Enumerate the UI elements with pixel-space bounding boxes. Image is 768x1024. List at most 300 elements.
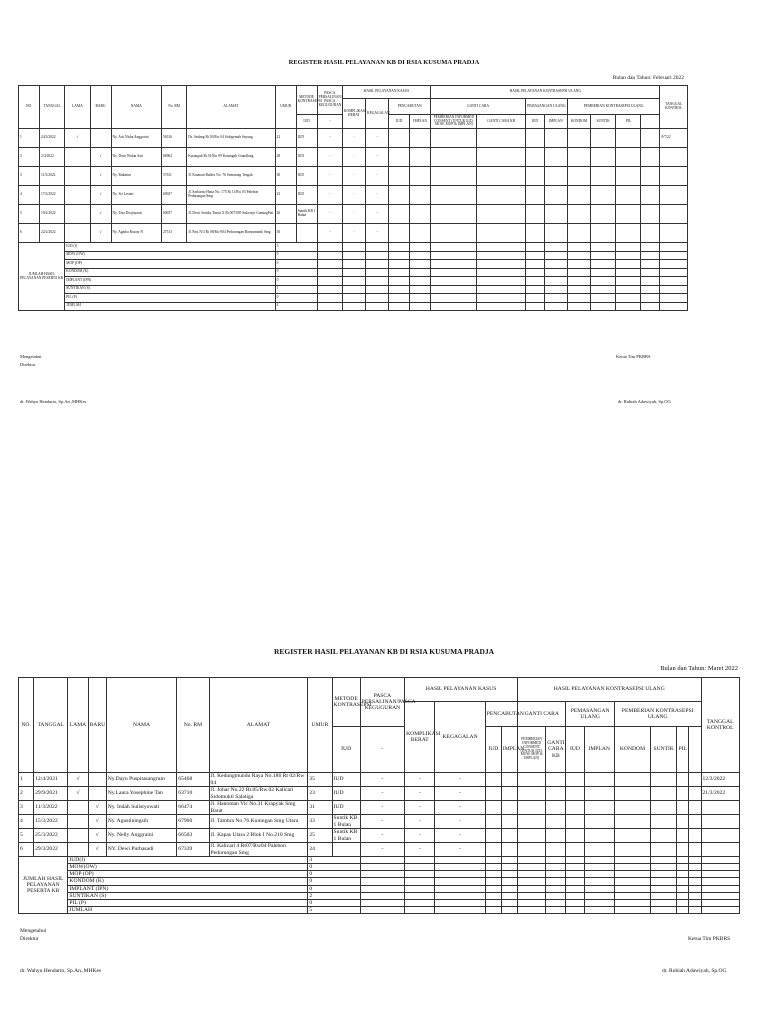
cell-pasca: -: [317, 129, 342, 148]
cell-umur: 23: [308, 787, 332, 801]
cell-pasca: -: [360, 787, 404, 801]
table-row: [19, 815, 740, 829]
header-pencabutan: PENCABUTAN: [389, 99, 431, 115]
cell-empty: [317, 251, 342, 260]
cell-empty: [584, 857, 614, 864]
cell-tanggal-kontrol: [660, 224, 688, 243]
cell-empty: [641, 268, 660, 277]
cell-empty: [616, 186, 641, 205]
cell-empty: [525, 129, 544, 148]
header-ganti-cara: GANTI CARA: [431, 99, 526, 115]
cell-empty: [567, 277, 590, 286]
summary-label: SUNTIKAN (S): [68, 892, 308, 899]
cell-empty: [641, 294, 660, 303]
cell-empty: [591, 224, 616, 243]
table-row: [19, 224, 688, 243]
cell-empty: [317, 268, 342, 277]
cell-pasca: -: [360, 815, 404, 829]
cell-empty: [410, 243, 431, 252]
summary-row: [19, 871, 740, 878]
header-blank: [689, 727, 701, 773]
cell-nama: Ny. Tina Dwijayanti: [111, 205, 161, 224]
cell-empty: [435, 899, 485, 906]
cell-umur: 25: [308, 829, 332, 843]
summary-row: [19, 906, 740, 913]
cell-empty: [660, 302, 688, 311]
summary-value: 3: [308, 857, 360, 864]
cell-pasca: -: [317, 148, 342, 167]
table-header: [19, 678, 740, 773]
cell-empty: [501, 878, 517, 885]
cell-empty: [546, 906, 566, 913]
cell-empty: [544, 268, 567, 277]
register-table: [18, 85, 688, 311]
cell-empty: [614, 864, 650, 871]
summary-label: IUD(I): [68, 857, 308, 864]
header-suntik: SUNTIK: [651, 727, 677, 773]
cell-norm: 65468: [177, 773, 209, 787]
cell-empty: [410, 129, 431, 148]
header-pasca: PASCA PERSALINAN/ PASCA KEGUGURAN: [317, 86, 342, 115]
cell-empty: [525, 224, 544, 243]
header-kegagalan: KEGAGALAN: [435, 702, 485, 773]
summary-label: IUD (I): [65, 243, 275, 252]
cell-empty: [518, 829, 546, 843]
cell-baru: √: [90, 186, 111, 205]
cell-empty: [544, 224, 567, 243]
cell-empty: [614, 906, 650, 913]
cell-empty: [485, 857, 501, 864]
cell-no: 1: [19, 129, 40, 148]
cell-empty: [525, 186, 544, 205]
cell-empty: [477, 285, 525, 294]
summary-value: 4: [275, 302, 317, 311]
cell-tanggal-kontrol: 12/3/2022: [701, 773, 740, 787]
cell-tanggal: 24/3/2022: [40, 129, 65, 148]
ketua-label: Ketua Tim PKBRS: [616, 354, 651, 359]
summary-row: [19, 285, 688, 294]
cell-empty: [584, 871, 614, 878]
cell-empty: [566, 857, 584, 864]
cell-empty: [525, 268, 544, 277]
cell-empty: [342, 302, 365, 311]
cell-empty: [689, 815, 701, 829]
cell-empty: [317, 260, 342, 269]
cell-empty: [584, 829, 614, 843]
cell-empty: [546, 857, 566, 864]
header-pencabutan-iud: IUD: [485, 727, 501, 773]
cell-empty: [701, 906, 740, 913]
cell-empty: [689, 773, 701, 787]
cell-empty: [485, 773, 501, 787]
cell-lama: √: [68, 787, 88, 801]
cell-empty: [366, 294, 389, 303]
header-kondom: KONDOM: [614, 727, 650, 773]
cell-tanggal-kontrol: [660, 148, 688, 167]
cell-nama: Ny. Sri Lestari: [111, 186, 161, 205]
cell-empty: [501, 843, 517, 857]
header-kegagalan: KEGAGALAN: [366, 99, 389, 129]
cell-empty: [477, 167, 525, 186]
cell-tanggal: 15/3/2022: [34, 815, 68, 829]
header-pil: PIL: [677, 727, 689, 773]
cell-empty: [477, 260, 525, 269]
cell-empty: [566, 871, 584, 878]
header-alamat: ALAMAT: [209, 678, 308, 773]
page-title: REGISTER HASIL PELAYANAN KB DI RSIA KUSUMA PRADJA: [273, 647, 495, 656]
cell-empty: [317, 277, 342, 286]
cell-empty: [435, 878, 485, 885]
cell-empty: [677, 885, 689, 892]
cell-empty: [651, 906, 677, 913]
cell-empty: [677, 857, 689, 864]
summary-row: [19, 277, 688, 286]
header-umur: UMUR: [275, 86, 296, 129]
cell-empty: [501, 801, 517, 815]
cell-baru: √: [90, 148, 111, 167]
summary-row: [19, 857, 740, 864]
cell-empty: [525, 205, 544, 224]
cell-empty: [567, 268, 590, 277]
header-no: NO.: [19, 678, 34, 773]
cell-tanggal: 19/2/2022: [40, 205, 65, 224]
cell-empty: [677, 815, 689, 829]
cell-empty: [616, 294, 641, 303]
cell-empty: [525, 260, 544, 269]
cell-empty: [518, 878, 546, 885]
cell-metode: IUD: [332, 801, 360, 815]
cell-empty: [431, 294, 477, 303]
cell-empty: [641, 186, 660, 205]
cell-pasca: -: [360, 801, 404, 815]
cell-lama: [65, 186, 90, 205]
cell-empty: [546, 864, 566, 871]
cell-metode: IUD: [332, 773, 360, 787]
cell-empty: [431, 268, 477, 277]
cell-metode: Suntik KB 1 Bulan: [332, 815, 360, 829]
cell-empty: [410, 260, 431, 269]
table-row: [19, 129, 688, 148]
cell-empty: [410, 294, 431, 303]
cell-empty: [544, 205, 567, 224]
cell-no: 1: [19, 773, 34, 787]
cell-tanggal: 12/4/2021: [34, 773, 68, 787]
cell-tanggal-kontrol: [660, 186, 688, 205]
cell-empty: [544, 243, 567, 252]
summary-value: 1: [275, 285, 317, 294]
header-no: NO.: [19, 86, 40, 129]
cell-empty: [584, 878, 614, 885]
cell-empty: [584, 801, 614, 815]
header-pemberian: PEMBERIAN KONTRASEPSI ULANG: [614, 702, 701, 727]
cell-no: 6: [19, 843, 34, 857]
summary-label: SUNTIKAN (S): [65, 285, 275, 294]
cell-empty: [566, 899, 584, 906]
cell-empty: [544, 129, 567, 148]
cell-empty: [366, 243, 389, 252]
cell-empty: [651, 787, 677, 801]
cell-empty: [525, 285, 544, 294]
cell-empty: [342, 243, 365, 252]
cell-empty: [518, 815, 546, 829]
cell-empty: [525, 243, 544, 252]
page-title: REGISTER HASIL PELAYANAN KB DI RSIA KUSUMA PRADJA: [288, 59, 480, 66]
cell-umur: 26: [275, 205, 296, 224]
cell-empty: [567, 148, 590, 167]
cell-alamat: Jl. Kapas Utara 2 Blok I No.210 Smg: [209, 829, 308, 843]
cell-empty: [501, 871, 517, 878]
header-pencabutan: PENCABUTAN: [485, 702, 517, 727]
cell-alamat: Jl. Hanoman Vic No.31 Krapyak Smg Barat: [209, 801, 308, 815]
cell-empty: [431, 277, 477, 286]
summary-label: MOP (OP): [68, 871, 308, 878]
cell-empty: [591, 186, 616, 205]
cell-lama: [68, 829, 88, 843]
cell-empty: [614, 829, 650, 843]
cell-empty: [544, 302, 567, 311]
cell-tanggal: 22/2/2022: [40, 224, 65, 243]
cell-empty: [651, 773, 677, 787]
cell-empty: [525, 251, 544, 260]
summary-row: [19, 294, 688, 303]
cell-empty: [501, 899, 517, 906]
cell-pasca: -: [317, 186, 342, 205]
signatory-left: dr. Wahyu Hendarto, Sp.An.,MHKes: [20, 968, 102, 974]
cell-empty: [651, 892, 677, 899]
cell-no: 6: [19, 224, 40, 243]
header-baru: BARU: [88, 678, 106, 773]
cell-empty: [689, 787, 701, 801]
cell-empty: [584, 815, 614, 829]
cell-empty: [317, 243, 342, 252]
register-table: [18, 677, 740, 914]
cell-nama: Ny.Dayu Puspitasangrum: [106, 773, 177, 787]
cell-empty: [477, 186, 525, 205]
cell-nama: Ny. Agustiningsih: [106, 815, 177, 829]
header-pemasangan-iud: IUD: [525, 115, 544, 129]
cell-alamat: Jl. Sarkarno Hatta No. 175 Rt 11/Rw 03 Palebon Pedurungan Smg: [187, 186, 275, 205]
cell-empty: [485, 843, 501, 857]
cell-empty: [677, 871, 689, 878]
cell-pasca: -: [317, 224, 342, 243]
cell-norm: 67339: [177, 843, 209, 857]
cell-empty: [651, 871, 677, 878]
cell-tanggal: 17/2/2022: [40, 186, 65, 205]
cell-empty: [566, 787, 584, 801]
cell-pasca: -: [317, 167, 342, 186]
cell-empty: [544, 260, 567, 269]
cell-empty: [614, 787, 650, 801]
cell-lama: √: [65, 129, 90, 148]
ketua-label: Ketua Tim PKBRS: [688, 936, 731, 942]
cell-empty: [641, 148, 660, 167]
cell-empty: [389, 224, 410, 243]
cell-tanggal-kontrol: 8/7/22: [660, 129, 688, 148]
cell-empty: [366, 260, 389, 269]
cell-empty: [641, 129, 660, 148]
cell-baru: √: [90, 167, 111, 186]
cell-empty: [616, 277, 641, 286]
cell-empty: [689, 843, 701, 857]
cell-komplikasi: -: [405, 829, 435, 843]
table-body: [19, 773, 740, 914]
cell-norm: 63710: [177, 787, 209, 801]
cell-alamat: Jl. Pasi N/3 Rt 08/Rw 004 Pedurungan Banyumanik Smg: [187, 224, 275, 243]
cell-empty: [689, 871, 701, 878]
cell-empty: [591, 294, 616, 303]
cell-tanggal-kontrol: [660, 167, 688, 186]
cell-empty: [660, 294, 688, 303]
cell-empty: [389, 302, 410, 311]
cell-empty: [518, 864, 546, 871]
cell-kegagalan: -: [366, 167, 389, 186]
cell-lama: [65, 224, 90, 243]
cell-empty: [342, 268, 365, 277]
cell-empty: [689, 906, 701, 913]
cell-baru: √: [90, 205, 111, 224]
cell-empty: [567, 224, 590, 243]
cell-empty: [525, 302, 544, 311]
cell-empty: [431, 186, 477, 205]
cell-empty: [616, 285, 641, 294]
cell-empty: [591, 129, 616, 148]
cell-empty: [566, 773, 584, 787]
cell-empty: [485, 878, 501, 885]
cell-komplikasi: -: [342, 167, 365, 186]
cell-pasca: -: [360, 843, 404, 857]
cell-alamat: Ds. Sedang Rt 03/Rw 04 Sidogemah Sayung: [187, 129, 275, 148]
summary-label: JUMLAH: [65, 302, 275, 311]
cell-empty: [546, 878, 566, 885]
header-metode-iud: IUD: [296, 115, 317, 129]
cell-empty: [360, 857, 404, 864]
cell-empty: [546, 815, 566, 829]
cell-empty: [485, 906, 501, 913]
cell-empty: [614, 857, 650, 864]
cell-lama: [65, 167, 90, 186]
cell-metode: [332, 843, 360, 857]
cell-empty: [689, 899, 701, 906]
cell-empty: [477, 205, 525, 224]
table-row: [19, 787, 740, 801]
cell-alamat: Jl. Kauman Baldes No. 76 Semarang Tengah: [187, 167, 275, 186]
mengetahui-label: Mengetahui: [20, 928, 47, 934]
signatory-right: dr. Rubiah Adawiyah, Sp.OG: [618, 399, 671, 404]
cell-empty: [641, 167, 660, 186]
cell-empty: [544, 277, 567, 286]
cell-norm: 60037: [162, 205, 187, 224]
cell-no: 5: [19, 829, 34, 843]
cell-empty: [567, 167, 590, 186]
cell-empty: [485, 801, 501, 815]
cell-empty: [614, 878, 650, 885]
cell-empty: [567, 205, 590, 224]
cell-tanggal: 11/3/2022: [40, 167, 65, 186]
direktur-label: Direktur: [20, 362, 36, 367]
cell-empty: [701, 864, 740, 871]
cell-baru: [90, 129, 111, 148]
cell-empty: [360, 892, 404, 899]
summary-value: 0: [308, 871, 360, 878]
summary-value: 0: [275, 268, 317, 277]
cell-empty: [435, 871, 485, 878]
cell-empty: [342, 285, 365, 294]
cell-empty: [701, 899, 740, 906]
header-kondom: KONDOM: [567, 115, 590, 129]
cell-empty: [410, 251, 431, 260]
cell-komplikasi: -: [405, 843, 435, 857]
cell-tanggal: 25/3/2022: [34, 829, 68, 843]
cell-empty: [431, 302, 477, 311]
header-pil: PIL: [616, 115, 641, 129]
cell-metode: [296, 224, 317, 243]
cell-tanggal: 2/3/2022: [40, 148, 65, 167]
header-norm: No. RM: [177, 678, 209, 773]
cell-empty: [641, 243, 660, 252]
cell-tanggal-kontrol: [701, 815, 740, 829]
summary-label: PIL (P): [65, 294, 275, 303]
cell-empty: [567, 302, 590, 311]
cell-tanggal-kontrol: [701, 843, 740, 857]
cell-empty: [567, 294, 590, 303]
cell-metode: Suntik KB 1 Bulan: [332, 829, 360, 843]
cell-empty: [431, 251, 477, 260]
cell-empty: [651, 843, 677, 857]
cell-komplikasi: -: [405, 773, 435, 787]
cell-baru: √: [88, 829, 106, 843]
cell-empty: [405, 878, 435, 885]
cell-empty: [317, 285, 342, 294]
cell-empty: [677, 878, 689, 885]
cell-empty: [485, 899, 501, 906]
cell-empty: [566, 906, 584, 913]
summary-row: [19, 885, 740, 892]
cell-nama: Ny.Laura Yosephine Tan: [106, 787, 177, 801]
cell-alamat: Jl. Tambra No.76 Kuningan Smg Utara: [209, 815, 308, 829]
cell-empty: [431, 129, 477, 148]
cell-empty: [410, 224, 431, 243]
cell-empty: [360, 899, 404, 906]
cell-empty: [389, 186, 410, 205]
cell-empty: [501, 815, 517, 829]
cell-empty: [366, 268, 389, 277]
cell-empty: [485, 885, 501, 892]
cell-empty: [677, 773, 689, 787]
summary-row: [19, 302, 688, 311]
cell-empty: [431, 243, 477, 252]
cell-empty: [360, 885, 404, 892]
cell-baru: [88, 787, 106, 801]
cell-empty: [501, 829, 517, 843]
cell-empty: [518, 906, 546, 913]
cell-norm: 66503: [177, 829, 209, 843]
summary-row: [19, 899, 740, 906]
cell-empty: [616, 268, 641, 277]
cell-komplikasi: -: [342, 224, 365, 243]
cell-empty: [641, 251, 660, 260]
cell-empty: [584, 773, 614, 787]
cell-empty: [567, 243, 590, 252]
cell-empty: [567, 129, 590, 148]
cell-kegagalan: -: [366, 186, 389, 205]
header-pencabutan-iud: IUD: [389, 115, 410, 129]
summary-label: JUMLAH: [68, 906, 308, 913]
cell-lama: [68, 815, 88, 829]
cell-umur: 35: [308, 773, 332, 787]
cell-empty: [614, 801, 650, 815]
cell-empty: [501, 864, 517, 871]
header-pasca: PASCA PERSALINAN/PASCA KEGUGURAN: [360, 678, 404, 727]
